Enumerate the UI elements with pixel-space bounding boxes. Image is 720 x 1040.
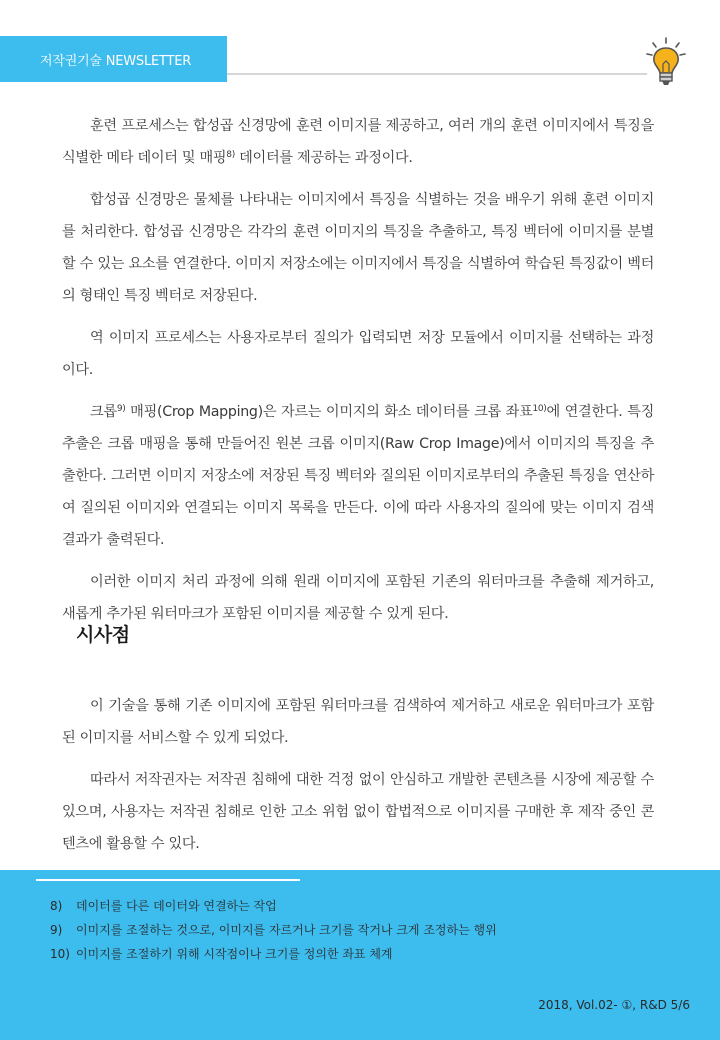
section-title: 시사점 — [76, 624, 130, 646]
footnote-text: 데이터를 다른 데이터와 연결하는 작업 — [76, 899, 277, 913]
footnote-ref-8: 8) — [226, 150, 235, 160]
footnote-item — [50, 942, 497, 966]
newsletter-header-tab — [0, 36, 227, 82]
article-body — [62, 110, 654, 640]
footnote-text: 이미지를 조절하는 것으로, 이미지를 자르거나 크기를 작거나 크게 조정하는 행위 — [76, 923, 497, 937]
footnotes — [50, 894, 497, 966]
newsletter-title: 저작권기술 NEWSLETTER — [40, 53, 192, 69]
header-divider — [227, 73, 647, 75]
footnote-ref-10: 10) — [532, 404, 547, 414]
paragraph-watermark: 이러한 이미지 처리 과정에 의해 원래 이미지에 포함된 기존의 워터마크를 추출해 제거하고, 새롭게 추가된 워터마크가 포함된 이미지를 제공할 수 있게 된다. — [62, 574, 654, 622]
footer-area — [0, 870, 720, 1040]
footnote-number: 9) — [50, 923, 63, 937]
paragraph-training — [62, 110, 654, 174]
footnote-number: 8) — [50, 899, 63, 913]
paragraph-reverse-image: 역 이미지 프로세스는 사용자로부터 질의가 입력되면 저장 모듈에서 이미지를 선택하는 과정이다. — [62, 330, 654, 378]
paragraph-implication-2: 따라서 저작권자는 저작권 침해에 대한 걱정 없이 안심하고 개발한 콘텐츠를 시장에 제공할 수 있으며, 사용자는 저작권 침해로 인한 고소 위험 없이 합법적으로 이미지를 구매한 후 제작 중인 콘텐츠에 활용할 수 있다. — [62, 772, 654, 852]
paragraph-cnn: 합성곱 신경망은 물체를 나타내는 이미지에서 특징을 식별하는 것을 배우기 위해 훈련 이미지를 처리한다. 합성곱 신경망은 각각의 훈련 이미지의 특징을 추출하고, 특징 벡터에 이미지를 분별할 수 있는 요소를 연결한다. 이미지 저장소에는 이미지에서 특징을 식별하여 학습된 특징값이 벡터의 형태인 특징 벡터로 저장된다. — [62, 192, 654, 304]
footnote-item — [50, 894, 497, 918]
footnote-divider — [36, 879, 300, 881]
lightbulb-icon — [644, 36, 688, 92]
footnote-text: 이미지를 조절하기 위해 시작점이나 크기를 정의한 좌표 체계 — [76, 947, 393, 961]
page-info: 2018, Vol.02- ①, R&D 5/6 — [538, 998, 690, 1012]
text-span: 크롭 — [90, 404, 117, 420]
paragraph-crop-mapping — [62, 396, 654, 556]
paragraph-implication-1: 이 기술을 통해 기존 이미지에 포함된 워터마크를 검색하여 제거하고 새로운 워터마크가 포함된 이미지를 서비스할 수 있게 되었다. — [62, 698, 654, 746]
footnote-number: 10) — [50, 947, 70, 961]
implications-body — [62, 690, 654, 870]
text-span: 매핑(Crop Mapping)은 자르는 이미지의 화소 데이터를 크롭 좌표 — [125, 404, 533, 420]
text-span: 데이터를 제공하는 과정이다. — [234, 150, 413, 166]
footnote-item — [50, 918, 497, 942]
footnote-ref-9: 9) — [116, 404, 126, 414]
text-span: 에 연결한다. 특징 추출은 크롭 매핑을 통해 만들어진 원본 크롭 이미지(Raw Crop Image)에서 이미지의 특징을 추출한다. 그러면 이미지 저장소에 저장된 특징 벡터와 질의된 이미지로부터의 추출된 특징을 연산하여 질의된 이미지와 연결되는 이미지 목록을 만든다. 이에 따라 사용자의 질의에 맞는 이미지 검색 결과가 출력된다. — [62, 404, 655, 548]
text-span: 훈련 프로세스는 합성곱 신경망에 훈련 이미지를 제공하고, 여러 개의 훈련 이미지에서 특징을 식별한 메타 데이터 및 매핑 — [62, 118, 654, 166]
